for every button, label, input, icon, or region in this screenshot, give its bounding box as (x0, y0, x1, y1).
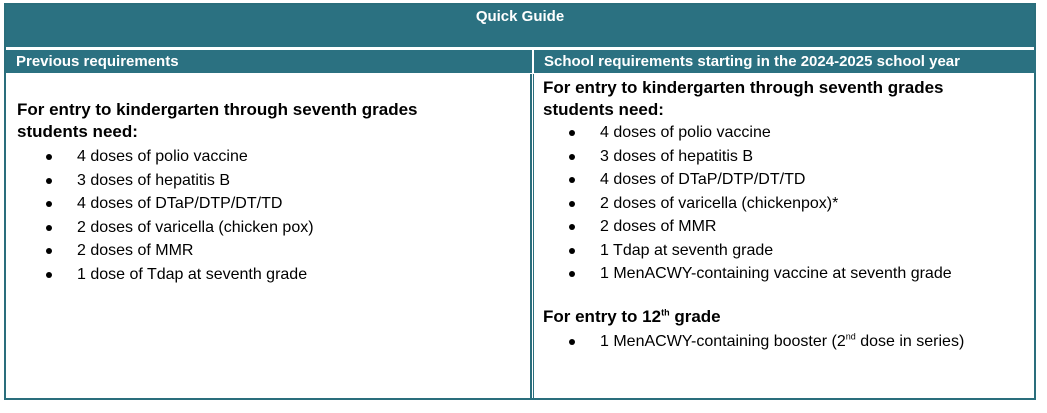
grade-12-item-prefix: 1 MenACWY-containing booster (2 (600, 333, 846, 350)
grade-12-intro (543, 306, 1013, 328)
table-title: Quick Guide (6, 5, 1034, 47)
bullet-icon (569, 339, 575, 345)
list-item (46, 145, 314, 169)
list-item (569, 192, 952, 216)
list-item-text: 2 doses of varicella (chickenpox)* (600, 194, 839, 212)
list-item-text: 2 doses of MMR (77, 242, 194, 259)
list-item (569, 121, 952, 145)
list-item (46, 263, 314, 287)
list-item (569, 215, 952, 239)
list-item-text: 1 MenACWY-containing vaccine at seventh grade (600, 265, 952, 282)
list-item-text: 1 Tdap at seventh grade (600, 241, 774, 259)
grade-12-item-sup: nd (845, 331, 856, 342)
list-item (46, 216, 314, 240)
list-item (569, 239, 952, 263)
list-item (46, 239, 314, 263)
previous-requirements-column (6, 74, 532, 398)
list-item (569, 262, 952, 286)
quick-guide-table (4, 3, 1036, 400)
list-item (46, 169, 314, 193)
list-item-text: 3 doses of hepatitis B (600, 147, 753, 165)
previous-intro: For entry to kindergarten through seventh grades students need: (17, 100, 418, 141)
bullet-icon (569, 224, 575, 230)
previous-requirements-header: Previous requirements (6, 50, 532, 73)
bullet-icon (569, 271, 575, 277)
grade-12-intro-sup: th (661, 307, 670, 318)
list-item-text: 2 doses of varicella (chicken pox) (77, 218, 314, 236)
list-item-text: 2 doses of MMR (600, 218, 717, 235)
bullet-icon (46, 201, 52, 207)
bullet-icon (569, 248, 575, 254)
new-requirements-header: School requirements starting in the 2024-2025 school year (534, 50, 1036, 73)
list-item-text: 4 doses of DTaP/DTP/DT/TD (77, 195, 283, 212)
list-item (46, 192, 314, 216)
list-item-text: 4 doses of DTaP/DTP/DT/TD (600, 171, 806, 188)
bullet-icon (46, 272, 52, 278)
new-intro: For entry to kindergarten through seventh grades students need: (543, 78, 944, 119)
list-item (569, 145, 952, 169)
bullet-icon (46, 248, 52, 254)
bullet-icon (569, 154, 575, 160)
new-dose-list (569, 121, 952, 286)
new-requirements-column (533, 74, 1036, 398)
bullet-icon (46, 225, 52, 231)
list-item-text: 3 doses of hepatitis B (77, 171, 230, 189)
previous-dose-list (46, 145, 314, 286)
grade-12-item-suffix: dose in series) (855, 333, 965, 350)
bullet-icon (569, 130, 575, 136)
list-item-text: 4 doses of polio vaccine (77, 148, 248, 165)
list-item (569, 168, 952, 192)
list-item-text: 4 doses of polio vaccine (600, 124, 771, 141)
list-item-text: 1 dose of Tdap at seventh grade (77, 265, 308, 283)
grade-12-intro-prefix: For entry to 12 (543, 307, 662, 326)
bullet-icon (569, 201, 575, 207)
grade-12-intro-suffix: grade (669, 307, 721, 326)
list-item (569, 330, 964, 354)
bullet-icon (46, 178, 52, 184)
bullet-icon (569, 177, 575, 183)
grade-12-dose-list (569, 330, 964, 354)
bullet-icon (46, 154, 52, 160)
